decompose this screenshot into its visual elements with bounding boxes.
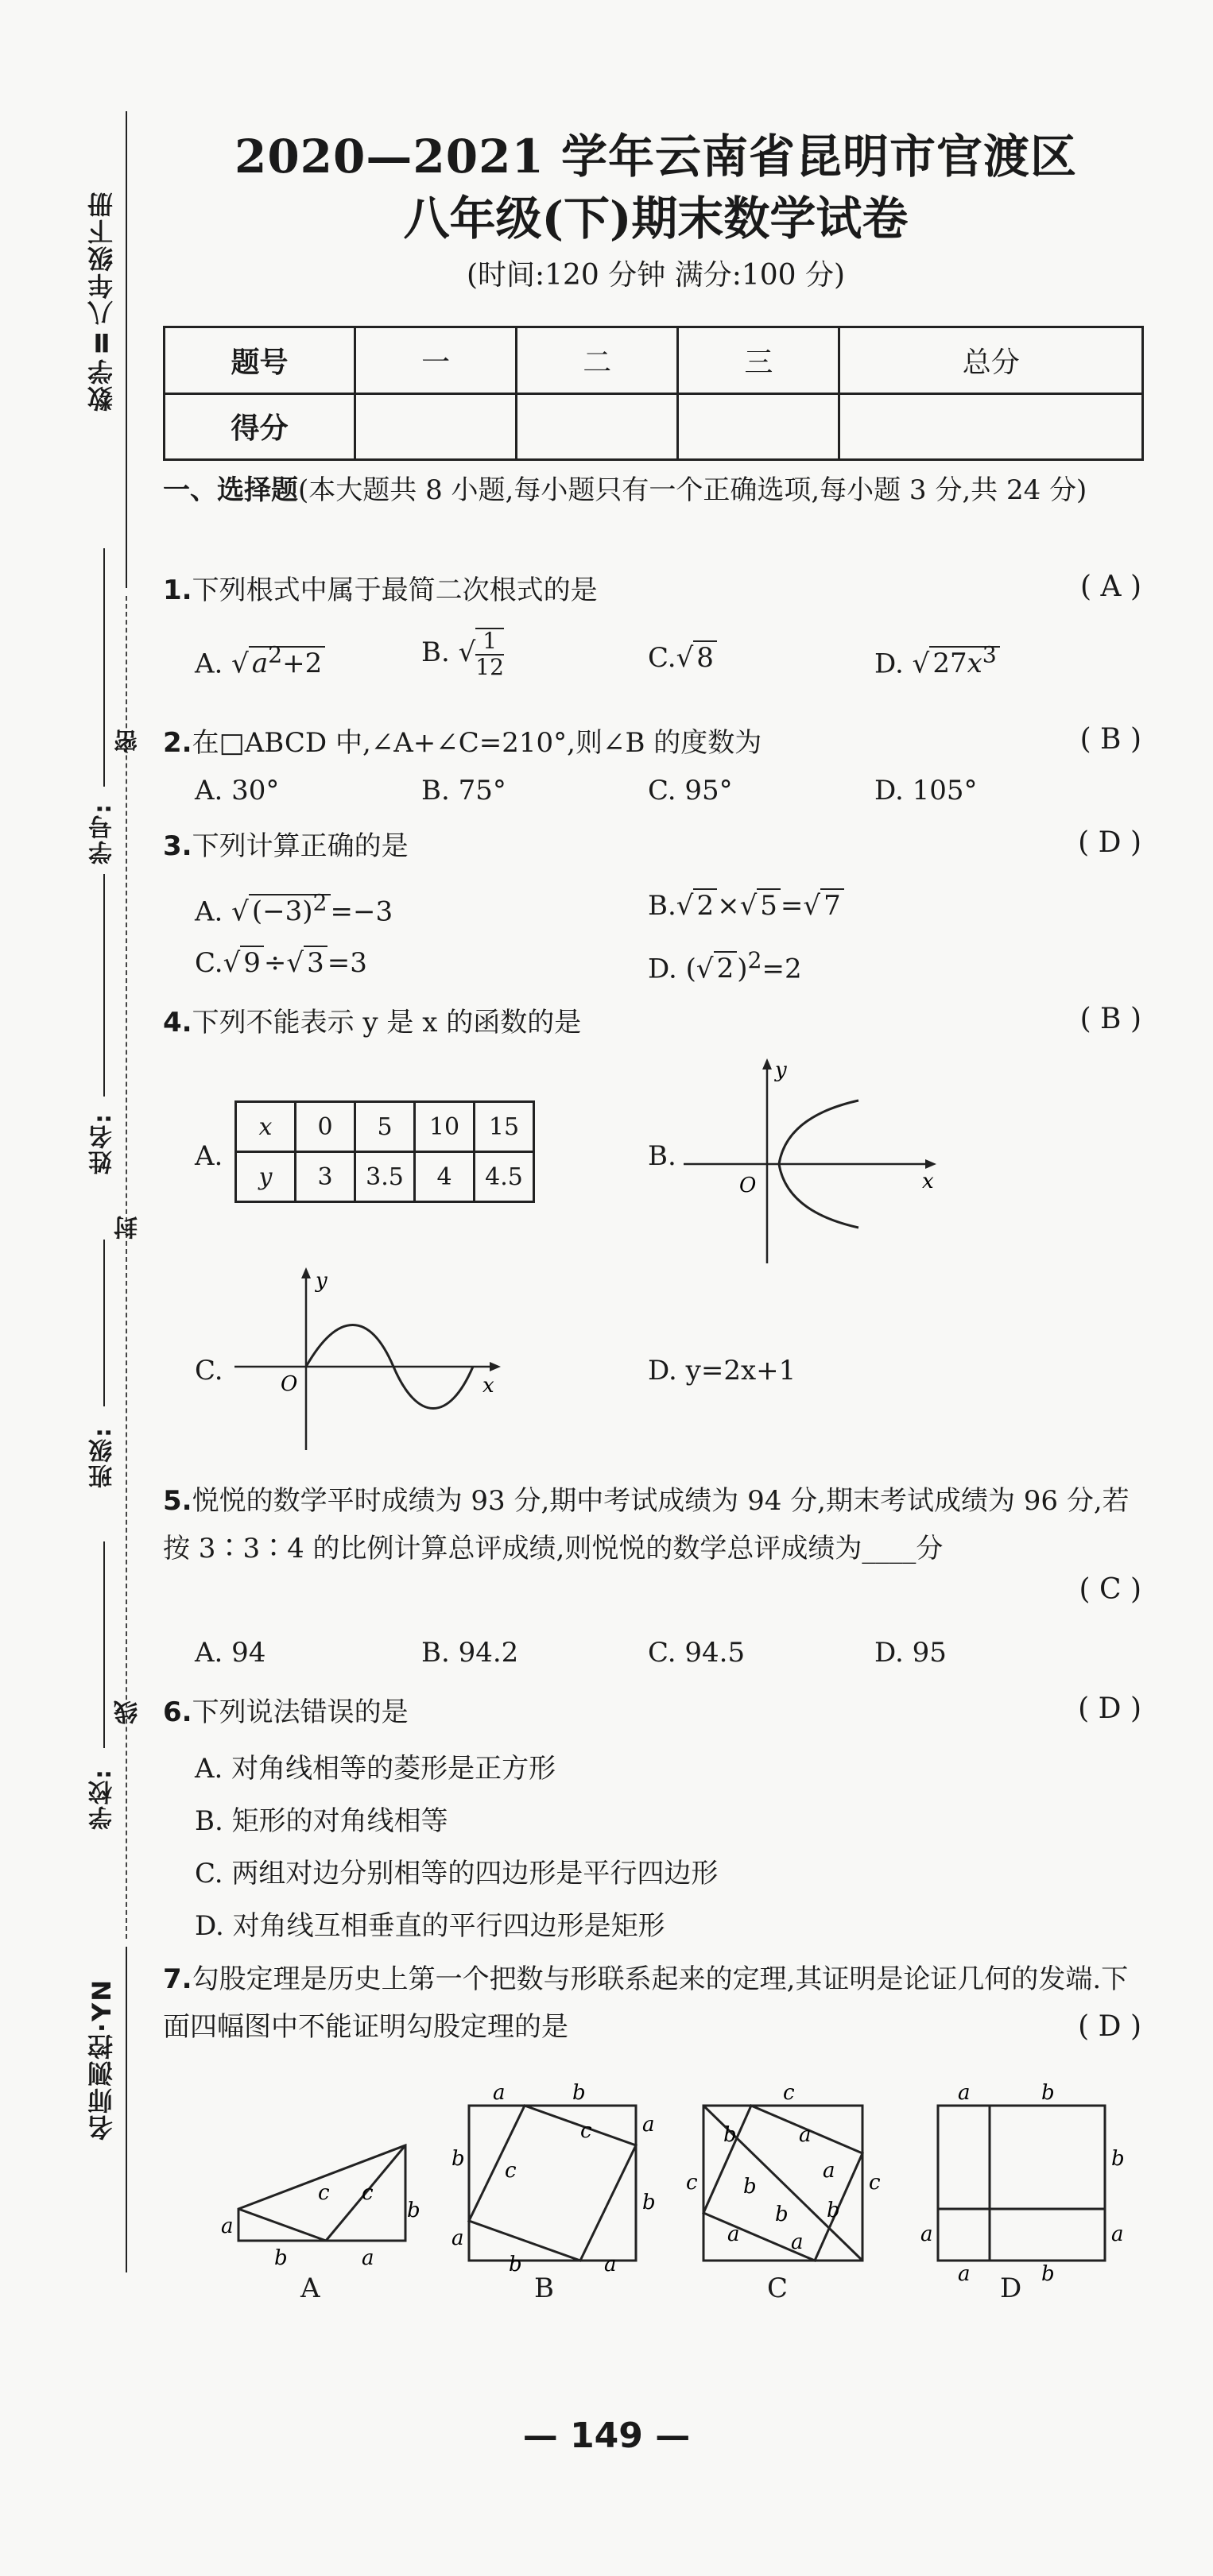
svg-text:a: a (799, 2123, 812, 2147)
score-cell: 得分 (165, 393, 355, 460)
option-2c: C. 95° (648, 775, 733, 806)
option-6c: C. 两组对边分别相等的四边形是平行四边形 (195, 1858, 719, 1889)
question-2 (163, 723, 762, 764)
svg-text:b: b (827, 2199, 840, 2222)
question-number: 7. (163, 1963, 192, 1995)
question-text: 悦悦的数学平时成绩为 93 分,期中考试成绩为 94 分,期末考试成绩为 96 分,若按 3∶3∶4 的比例计算总评成绩,则悦悦的数学总评成绩为____分 (163, 1485, 1130, 1565)
class-label: 班级: (89, 1426, 117, 1488)
option-3d: D. (√ 2 )$^2$=2 (648, 947, 802, 985)
svg-text:b: b (723, 2123, 737, 2147)
svg-text:a: a (958, 2081, 971, 2105)
option-2d: D. 105° (874, 775, 978, 806)
figure-7b-caption: B (534, 2272, 554, 2304)
svg-text:b: b (775, 2203, 789, 2226)
answer-3: ( D ) (1078, 826, 1141, 859)
score-table-row (165, 393, 1143, 460)
svg-text:a: a (823, 2159, 835, 2183)
svg-text:b: b (407, 2199, 420, 2222)
svg-text:y: y (775, 1058, 787, 1082)
option-5c: C. 94.5 (648, 1637, 746, 1669)
question-number: 1. (163, 574, 192, 606)
score-cell[interactable] (517, 393, 678, 460)
school-blank (103, 1541, 105, 1748)
svg-text:a: a (958, 2262, 971, 2286)
svg-text:O: O (739, 1174, 757, 1197)
svg-text:y: y (316, 1269, 327, 1293)
svg-text:c: c (580, 2119, 592, 2143)
question-text: 在□ABCD 中,∠A+∠C=210°,则∠B 的度数为 (192, 727, 762, 759)
question-6 (163, 1692, 409, 1733)
figure-7c-caption: C (767, 2272, 789, 2304)
score-table-row (165, 327, 1143, 394)
score-cell: 题号 (165, 327, 355, 394)
book-label: 数学Ⅱ八年级下册 (87, 191, 117, 412)
figure-7d-caption: D (1000, 2272, 1022, 2304)
svg-text:b: b (572, 2081, 586, 2105)
option-2a: A. 30° (195, 775, 280, 806)
svg-text:a: a (604, 2253, 617, 2276)
question-number: 6. (163, 1696, 192, 1728)
score-cell: 总分 (839, 327, 1143, 394)
svg-text:b: b (1041, 2262, 1055, 2286)
svg-text:c: c (505, 2159, 517, 2183)
question-1 (163, 571, 598, 611)
answer-7: ( D ) (1078, 2010, 1141, 2043)
student-id-label: 学号: (89, 803, 117, 864)
option-5a: A. 94 (195, 1637, 266, 1669)
option-1d: D. √ $27x^3$ (874, 642, 1000, 679)
figure-7a (215, 2114, 421, 2296)
option-4b-label: B. (648, 1140, 676, 1172)
svg-text:O: O (281, 1372, 298, 1396)
exam-title-line2: 八年级(下)期末数学试卷 (403, 191, 909, 246)
svg-text:a: a (451, 2226, 464, 2250)
option-3a: A. √ $(-3)^2 =-3$ (195, 890, 393, 928)
answer-5: ( C ) (1079, 1573, 1141, 1606)
xy-cell: 4.5 (475, 1152, 534, 1202)
binding-line (126, 111, 127, 588)
graph-4c (227, 1263, 513, 1454)
xy-cell: 0 (296, 1102, 355, 1152)
answer-1: ( A ) (1080, 571, 1141, 603)
xy-cell: 3 (296, 1152, 355, 1202)
svg-text:c: c (783, 2081, 795, 2105)
question-text: 下列不能表示 y 是 x 的函数的是 (192, 1007, 582, 1039)
option-4a-label: A. (195, 1140, 223, 1172)
svg-text:b: b (509, 2253, 522, 2276)
student-id-blank (103, 548, 105, 787)
option-4d: D. y=2x+1 (648, 1355, 796, 1387)
option-6a: A. 对角线相等的菱形是正方形 (195, 1753, 556, 1785)
svg-text:a: a (920, 2222, 933, 2246)
svg-text:x: x (922, 1170, 934, 1193)
score-cell: 三 (678, 327, 839, 394)
exam-subtitle: (时间:120 分钟 满分:100 分) (466, 259, 846, 292)
graph-4b (684, 1057, 946, 1271)
question-text: 下列计算正确的是 (192, 830, 409, 862)
option-4c-label: C. (195, 1355, 223, 1387)
svg-text:c: c (362, 2181, 374, 2205)
svg-text:b: b (743, 2175, 757, 2199)
question-7 (163, 1956, 1149, 2051)
xy-cell: 3.5 (355, 1152, 415, 1202)
score-table (163, 326, 1144, 461)
svg-text:b: b (274, 2246, 288, 2270)
question-5 (163, 1478, 1149, 1572)
answer-4: ( B ) (1079, 1003, 1141, 1035)
score-cell[interactable] (839, 393, 1143, 460)
xy-cell: x (236, 1102, 296, 1152)
option-5d: D. 95 (874, 1637, 947, 1669)
score-cell: 一 (355, 327, 517, 394)
question-text: 勾股定理是历史上第一个把数与形联系起来的定理,其证明是论证几何的发端.下面四幅图中不能证明勾股定理的是 (163, 1963, 1129, 2043)
answer-6: ( D ) (1078, 1692, 1141, 1725)
svg-text:a: a (791, 2230, 804, 2254)
question-4 (163, 1003, 581, 1043)
brand-label: 名师测控·YN (87, 1978, 117, 2141)
figure-7b (445, 2081, 660, 2276)
question-number: 4. (163, 1007, 192, 1039)
xy-cell: 15 (475, 1102, 534, 1152)
svg-text:c: c (869, 2171, 881, 2195)
xy-cell: y (236, 1152, 296, 1202)
option-1b: B. √ $\frac{1}{12}$ (421, 628, 504, 680)
school-label: 学校: (89, 1768, 117, 1830)
seal-mi: 密 (114, 729, 142, 753)
svg-text:a: a (362, 2246, 374, 2270)
svg-text:c: c (318, 2181, 330, 2205)
xy-cell: 10 (415, 1102, 475, 1152)
option-1c: C.√ 8 (648, 642, 717, 674)
option-3c: C.√ 9 ÷√ 3 =3 (195, 947, 367, 979)
svg-text:x: x (482, 1374, 494, 1398)
question-number: 2. (163, 727, 192, 759)
figure-7d (914, 2081, 1129, 2286)
xy-table (234, 1100, 535, 1203)
svg-text:a: a (727, 2222, 740, 2246)
exam-title-line1: 2020—2021 学年云南省昆明市官渡区 (234, 130, 1078, 184)
svg-text:a: a (1111, 2222, 1124, 2246)
figure-7a-caption: A (300, 2272, 320, 2304)
xy-cell: 4 (415, 1152, 475, 1202)
option-3b: B.√ 2 ×√ 5 =√ 7 (648, 890, 844, 922)
question-3 (163, 826, 409, 867)
option-6b: B. 矩形的对角线相等 (195, 1805, 448, 1837)
figure-7c (680, 2082, 894, 2272)
question-text: 下列说法错误的是 (192, 1696, 409, 1728)
section-title: 一、选择题 (163, 474, 298, 506)
binding-dashed-line (126, 596, 127, 1939)
option-6d: D. 对角线互相垂直的平行四边形是矩形 (195, 1910, 665, 1942)
svg-text:b: b (1111, 2147, 1125, 2171)
svg-text:a: a (493, 2081, 506, 2105)
score-cell[interactable] (355, 393, 517, 460)
name-blank (103, 874, 105, 1097)
svg-text:a: a (642, 2113, 655, 2137)
xy-cell: 5 (355, 1102, 415, 1152)
answer-2: ( B ) (1079, 723, 1141, 756)
svg-text:b: b (1041, 2081, 1055, 2105)
score-cell: 二 (517, 327, 678, 394)
seal-xian: 线 (114, 1700, 142, 1724)
option-5b: B. 94.2 (421, 1637, 519, 1669)
option-1a: A. √ $a^2+2$ (195, 642, 325, 679)
class-blank (103, 1240, 105, 1406)
svg-text:b: b (451, 2147, 465, 2171)
question-number: 3. (163, 830, 192, 862)
section-desc: (本大题共 8 小题,每小题只有一个正确选项,每小题 3 分,共 24 分) (298, 474, 1087, 506)
page-number: — 149 — (522, 2415, 691, 2456)
svg-text:b: b (642, 2191, 656, 2214)
name-label: 姓名: (89, 1112, 117, 1174)
seal-feng: 封 (114, 1216, 142, 1240)
question-text: 下列根式中属于最简二次根式的是 (192, 574, 598, 606)
question-number: 5. (163, 1485, 192, 1517)
binding-line (126, 1947, 127, 2272)
svg-text:c: c (686, 2171, 698, 2195)
score-cell[interactable] (678, 393, 839, 460)
svg-text:a: a (221, 2214, 234, 2238)
option-2b: B. 75° (421, 775, 506, 806)
section-heading (163, 467, 1149, 515)
